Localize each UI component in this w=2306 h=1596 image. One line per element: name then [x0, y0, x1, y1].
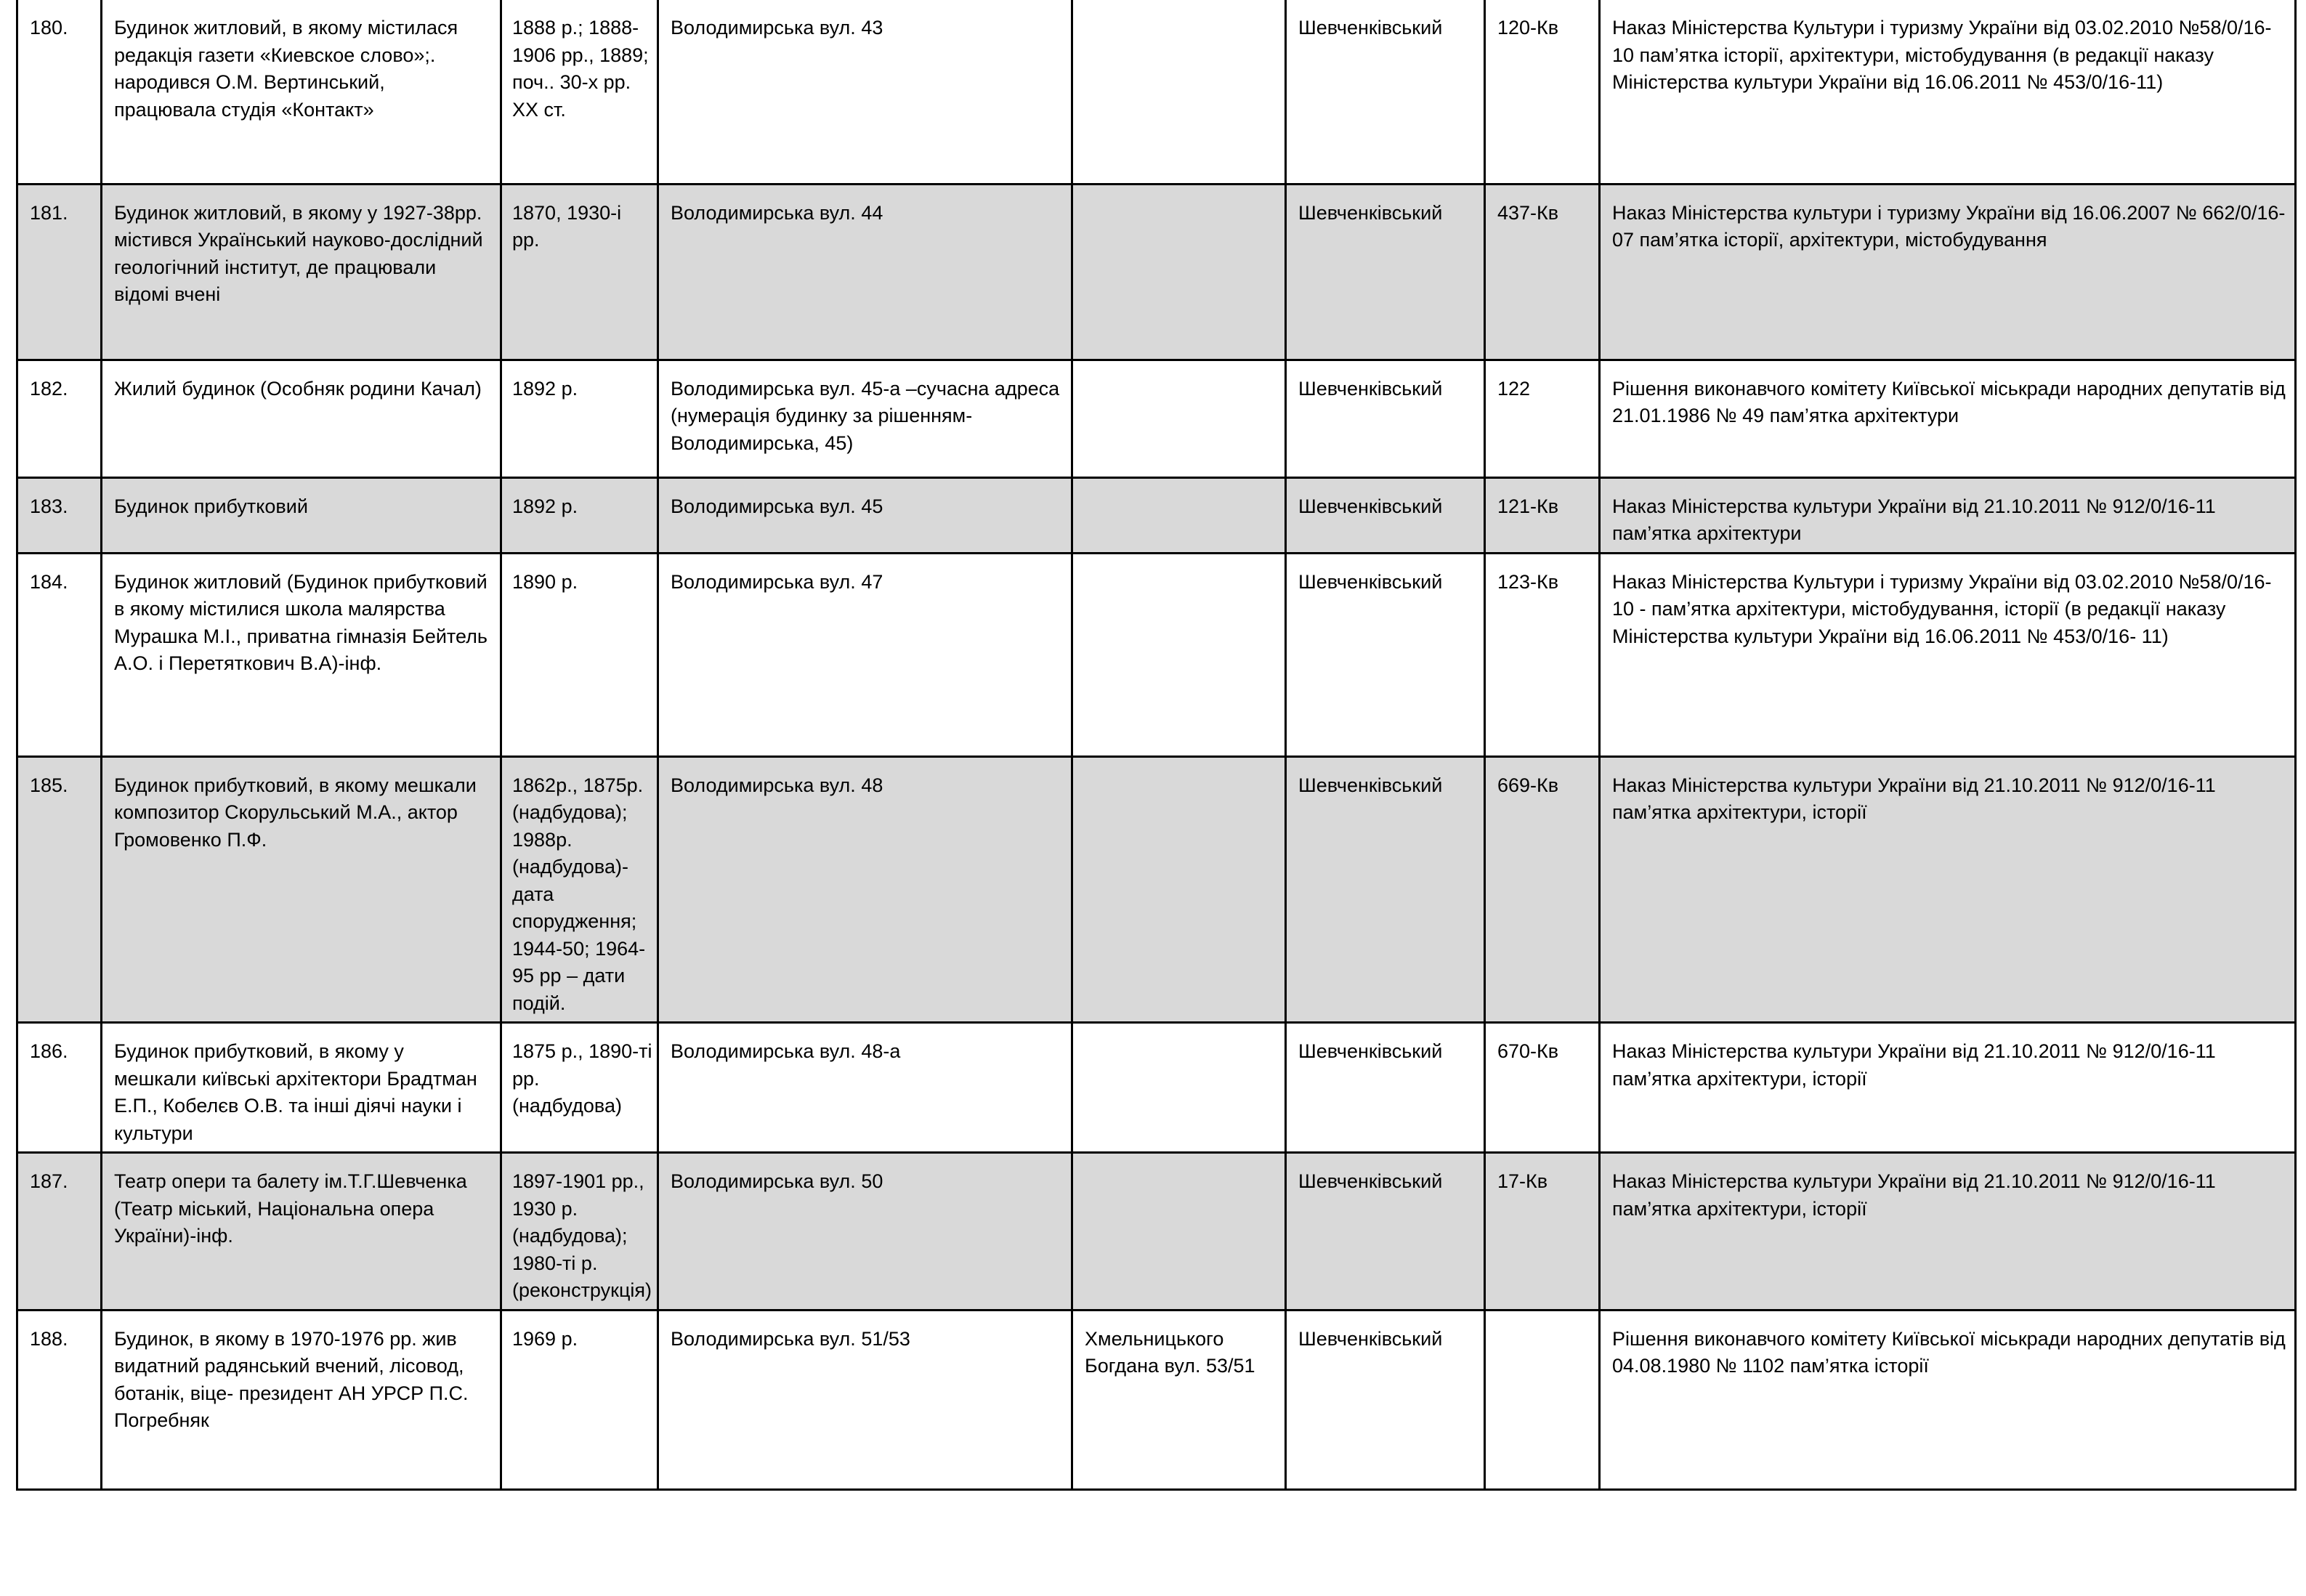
district-cell: Шевченківський: [1286, 0, 1485, 184]
alt-address-cell: [1072, 1153, 1286, 1311]
dates-cell: 1862р., 1875р. (надбудова); 1988р. (надбудова)-дата спорудження; 1944-50; 1964- 95 рр – дати подій.: [501, 756, 658, 1023]
table-row: [17, 184, 2296, 360]
object-name-cell: Будинок житловий, в якому у 1927-38рр. містився Український науково-дослідний геологічний інститут, де працювали відомі вчені: [102, 184, 501, 360]
table-body: [17, 0, 2296, 1489]
monuments-table: [16, 0, 2297, 1491]
table-row: [17, 360, 2296, 477]
address-cell: Володимирська вул. 51/53: [658, 1310, 1072, 1489]
row-number-cell: 183.: [17, 477, 102, 553]
object-name-cell: Будинок житловий (Будинок прибутковий в якому містилися школа малярства Мурашка М.І., приватна гімназія Бейтель А.О. і Перетяткович В.А)-інф.: [102, 553, 501, 756]
document-cell: Наказ Міністерства культури України від 21.10.2011 № 912/0/16-11 пам’ятка архітектури: [1600, 477, 2296, 553]
table-row: [17, 1153, 2296, 1311]
district-cell: Шевченківський: [1286, 360, 1485, 477]
address-cell: Володимирська вул. 48: [658, 756, 1072, 1023]
address-cell: Володимирська вул. 45-а –сучасна адреса (нумерація будинку за рішенням-Володимирська, 45): [658, 360, 1072, 477]
row-number-cell: 182.: [17, 360, 102, 477]
dates-cell: 1875 р., 1890-ті рр. (надбудова): [501, 1023, 658, 1153]
protection-code-cell: [1485, 1310, 1600, 1489]
alt-address-cell: [1072, 0, 1286, 184]
dates-cell: 1892 р.: [501, 360, 658, 477]
document-cell: Рішення виконавчого комітету Київської міськради народних депутатів від 21.01.1986 № 49 пам’ятка архітектури: [1600, 360, 2296, 477]
address-cell: Володимирська вул. 50: [658, 1153, 1072, 1311]
alt-address-cell: [1072, 756, 1286, 1023]
dates-cell: 1897-1901 рр., 1930 р.(надбудова); 1980-ті р.(реконструкція): [501, 1153, 658, 1311]
object-name-cell: Жилий будинок (Особняк родини Качал): [102, 360, 501, 477]
district-cell: Шевченківський: [1286, 477, 1485, 553]
document-cell: Наказ Міністерства Культури і туризму України від 03.02.2010 №58/0/16-10 - пам’ятка архітектури, містобудування, історії (в редакції наказу Міністерства культури України від 16.06.2011 № 453/0/16- 11): [1600, 553, 2296, 756]
document-cell: Наказ Міністерства культури України від 21.10.2011 № 912/0/16-11 пам’ятка архітектури, історії: [1600, 1023, 2296, 1153]
alt-address-cell: [1072, 553, 1286, 756]
row-number-cell: 181.: [17, 184, 102, 360]
protection-code-cell: 122: [1485, 360, 1600, 477]
district-cell: Шевченківський: [1286, 756, 1485, 1023]
dates-cell: 1969 р.: [501, 1310, 658, 1489]
object-name-cell: Будинок прибутковий, в якому у мешкали київські архітектори Брадтман Е.П., Кобелєв О.В. та інші діячі науки і культури: [102, 1023, 501, 1153]
object-name-cell: Театр опери та балету ім.Т.Г.Шевченка (Театр міський, Національна опера України)-інф.: [102, 1153, 501, 1311]
object-name-cell: Будинок житловий, в якому містилася редакція газети «Киевское слово»;. народився О.М. Вертинський, працювала студія «Контакт»: [102, 0, 501, 184]
table-row: [17, 756, 2296, 1023]
dates-cell: 1892 р.: [501, 477, 658, 553]
protection-code-cell: 669-Кв: [1485, 756, 1600, 1023]
protection-code-cell: 670-Кв: [1485, 1023, 1600, 1153]
district-cell: Шевченківський: [1286, 1153, 1485, 1311]
alt-address-cell: Хмельницького Богдана вул. 53/51: [1072, 1310, 1286, 1489]
row-number-cell: 184.: [17, 553, 102, 756]
table-row: [17, 477, 2296, 553]
protection-code-cell: 120-Кв: [1485, 0, 1600, 184]
address-cell: Володимирська вул. 48-а: [658, 1023, 1072, 1153]
protection-code-cell: 437-Кв: [1485, 184, 1600, 360]
dates-cell: 1890 р.: [501, 553, 658, 756]
document-cell: Наказ Міністерства культури України від 21.10.2011 № 912/0/16-11 пам’ятка архітектури, історії: [1600, 1153, 2296, 1311]
address-cell: Володимирська вул. 47: [658, 553, 1072, 756]
address-cell: Володимирська вул. 44: [658, 184, 1072, 360]
row-number-cell: 185.: [17, 756, 102, 1023]
document-cell: Наказ Міністерства культури України від 21.10.2011 № 912/0/16-11 пам’ятка архітектури, історії: [1600, 756, 2296, 1023]
alt-address-cell: [1072, 184, 1286, 360]
district-cell: Шевченківський: [1286, 553, 1485, 756]
alt-address-cell: [1072, 360, 1286, 477]
table-row: [17, 553, 2296, 756]
table-row: [17, 1023, 2296, 1153]
row-number-cell: 187.: [17, 1153, 102, 1311]
alt-address-cell: [1072, 477, 1286, 553]
document-cell: Рішення виконавчого комітету Київської міськради народних депутатів від 04.08.1980 № 1102 пам’ятка історії: [1600, 1310, 2296, 1489]
row-number-cell: 188.: [17, 1310, 102, 1489]
document-cell: Наказ Міністерства Культури і туризму України від 03.02.2010 №58/0/16-10 пам’ятка історії, архітектури, містобудування (в редакції наказу Міністерства культури України від 16.06.2011 № 453/0/16-11): [1600, 0, 2296, 184]
district-cell: Шевченківський: [1286, 1310, 1485, 1489]
protection-code-cell: 123-Кв: [1485, 553, 1600, 756]
district-cell: Шевченківський: [1286, 184, 1485, 360]
table-row: [17, 1310, 2296, 1489]
dates-cell: 1870, 1930-і рр.: [501, 184, 658, 360]
row-number-cell: 180.: [17, 0, 102, 184]
address-cell: Володимирська вул. 45: [658, 477, 1072, 553]
table-row: [17, 0, 2296, 184]
district-cell: Шевченківський: [1286, 1023, 1485, 1153]
dates-cell: 1888 р.; 1888-1906 рр., 1889; поч.. 30-х рр. XX ст.: [501, 0, 658, 184]
protection-code-cell: 121-Кв: [1485, 477, 1600, 553]
object-name-cell: Будинок, в якому в 1970-1976 рр. жив видатний радянський вчений, лісовод, ботанік, віце- президент АН УРСР П.С. Погребняк: [102, 1310, 501, 1489]
alt-address-cell: [1072, 1023, 1286, 1153]
row-number-cell: 186.: [17, 1023, 102, 1153]
object-name-cell: Будинок прибутковий: [102, 477, 501, 553]
protection-code-cell: 17-Кв: [1485, 1153, 1600, 1311]
object-name-cell: Будинок прибутковий, в якому мешкали композитор Скорульський М.А., актор Громовенко П.Ф.: [102, 756, 501, 1023]
document-cell: Наказ Міністерства культури і туризму України від 16.06.2007 № 662/0/16-07 пам’ятка історії, архітектури, містобудування: [1600, 184, 2296, 360]
address-cell: Володимирська вул. 43: [658, 0, 1072, 184]
